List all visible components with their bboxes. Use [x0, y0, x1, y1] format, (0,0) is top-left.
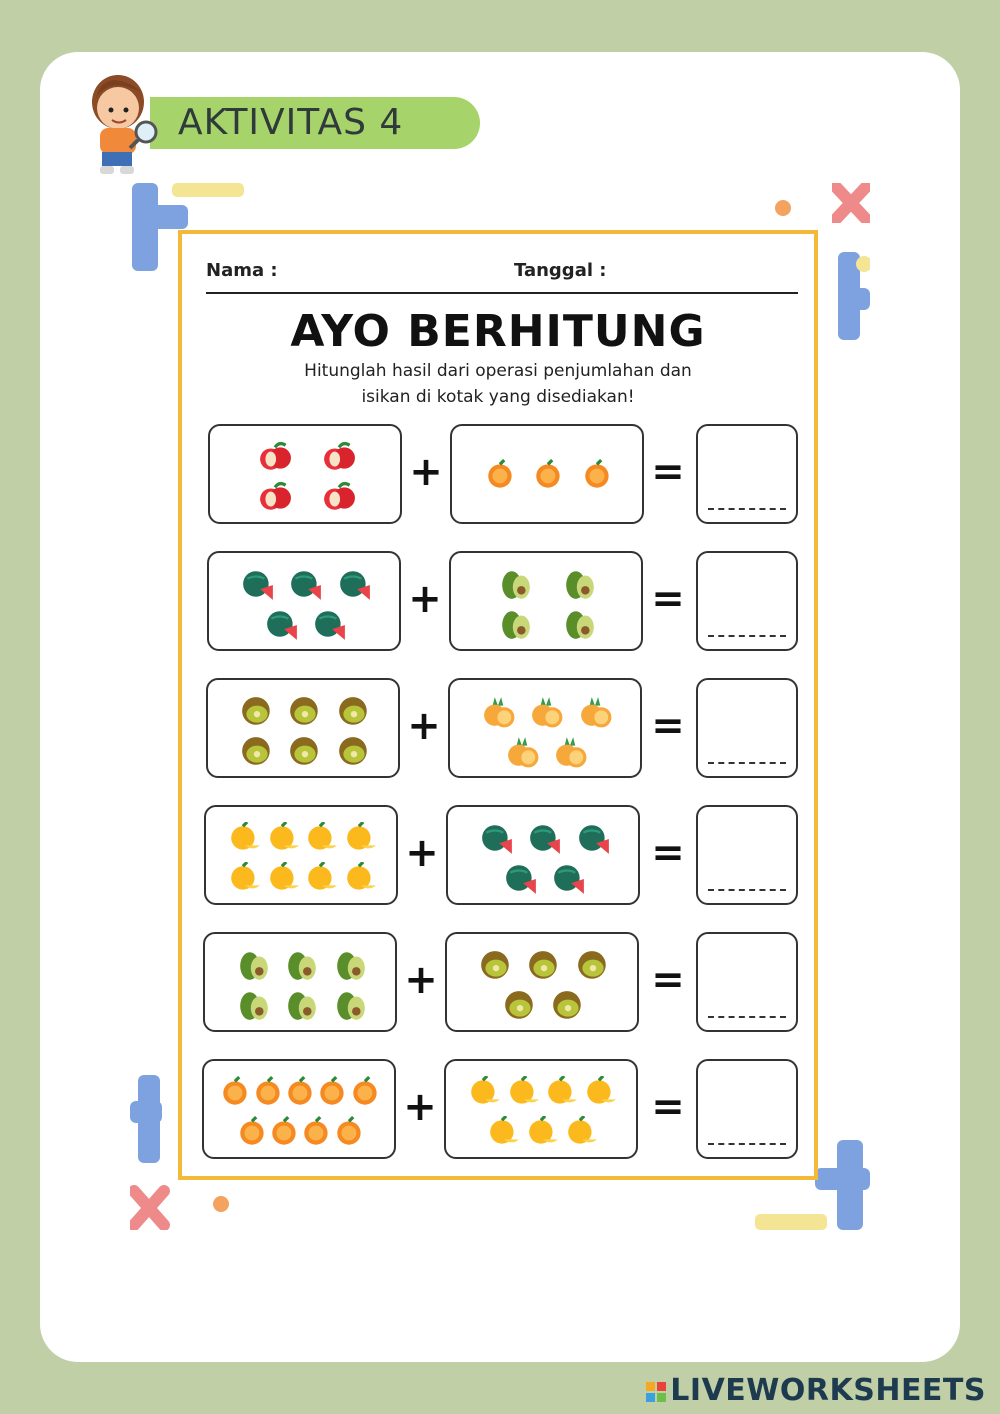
pineapple-icon — [482, 695, 516, 729]
plus-sign: + — [408, 576, 442, 622]
problem-6-left-group — [202, 1059, 396, 1159]
watermelon-icon — [338, 568, 372, 602]
orange-icon — [333, 1116, 367, 1150]
instruction-line-2: isikan di kotak yang disediakan! — [361, 387, 635, 407]
kiwi-icon — [479, 949, 513, 983]
pineapple-icon — [579, 695, 613, 729]
kiwi-icon — [288, 695, 322, 729]
lemon-icon — [487, 1116, 521, 1150]
lemon-icon — [344, 862, 378, 896]
pineapple-icon — [530, 695, 564, 729]
watermelon-icon — [265, 608, 299, 642]
answer-line — [708, 508, 786, 510]
problem-3-right-group — [448, 678, 642, 778]
lemon-icon — [305, 822, 339, 856]
orange-icon — [284, 1076, 318, 1110]
equals-sign: = — [651, 576, 685, 622]
lemon-icon — [584, 1076, 618, 1110]
date-label: Tanggal : — [514, 260, 607, 281]
worksheet — [178, 230, 818, 1180]
lemon-icon — [267, 822, 301, 856]
avocado-icon — [237, 949, 271, 983]
answer-box-2[interactable] — [696, 551, 798, 651]
apple-icon — [258, 481, 292, 515]
problem-4-left-group — [204, 805, 398, 905]
kiwi-icon — [337, 735, 371, 769]
answer-line — [708, 635, 786, 637]
answer-line — [708, 1016, 786, 1018]
plus-sign: + — [409, 449, 443, 495]
lemon-icon — [267, 862, 301, 896]
kiwi-icon — [576, 949, 610, 983]
times-decoration-icon — [832, 183, 870, 223]
kiwi-icon — [288, 735, 322, 769]
orange-icon — [581, 459, 615, 493]
plus-sign: + — [403, 1084, 437, 1130]
lemon-icon — [344, 822, 378, 856]
watermelon-icon — [528, 822, 562, 856]
kiwi-icon — [337, 695, 371, 729]
avocado-icon — [499, 568, 533, 602]
dot-decoration-icon — [210, 1195, 232, 1213]
plus-sign: + — [407, 703, 441, 749]
orange-icon — [532, 459, 566, 493]
answer-line — [708, 889, 786, 891]
orange-icon — [252, 1076, 286, 1110]
apple-icon — [258, 441, 292, 475]
lemon-icon — [228, 862, 262, 896]
activity-title: AKTIVITAS 4 — [178, 102, 404, 143]
worksheet-title: AYO BERHITUNG — [290, 306, 706, 357]
problem-4-right-group — [446, 805, 640, 905]
header-divider — [206, 292, 798, 294]
problem-2-left-group — [207, 551, 401, 651]
avocado-icon — [563, 608, 597, 642]
pineapple-icon — [554, 735, 588, 769]
answer-box-3[interactable] — [696, 678, 798, 778]
orange-icon — [219, 1076, 253, 1110]
problem-5-left-group — [203, 932, 397, 1032]
avocado-icon — [237, 989, 271, 1023]
kiwi-icon — [240, 695, 274, 729]
kiwi-icon — [551, 989, 585, 1023]
problem-3-left-group — [206, 678, 400, 778]
lemon-icon — [468, 1076, 502, 1110]
lemon-icon — [305, 862, 339, 896]
apple-icon — [322, 481, 356, 515]
answer-line — [708, 1143, 786, 1145]
lemon-icon — [507, 1076, 541, 1110]
problem-1-left-group — [208, 424, 402, 524]
answer-box-4[interactable] — [696, 805, 798, 905]
plus-decoration-icon — [838, 252, 870, 342]
lemon-icon — [228, 822, 262, 856]
answer-box-5[interactable] — [696, 932, 798, 1032]
avocado-icon — [563, 568, 597, 602]
kiwi-icon — [240, 735, 274, 769]
instruction-line-1: Hitunglah hasil dari operasi penjumlahan dan — [304, 361, 692, 381]
equals-sign: = — [651, 449, 685, 495]
answer-line — [708, 762, 786, 764]
answer-box-1[interactable] — [696, 424, 798, 524]
lemon-icon — [565, 1116, 599, 1150]
plus-sign: + — [404, 957, 438, 1003]
problem-2-right-group — [449, 551, 643, 651]
orange-icon — [300, 1116, 334, 1150]
avocado-icon — [285, 989, 319, 1023]
plus-sign: + — [405, 830, 439, 876]
watermelon-icon — [480, 822, 514, 856]
equals-sign: = — [651, 830, 685, 876]
watermelon-icon — [552, 862, 586, 896]
answer-box-6[interactable] — [696, 1059, 798, 1159]
equals-sign: = — [651, 703, 685, 749]
minus-decoration-icon — [172, 183, 244, 199]
lemon-icon — [526, 1116, 560, 1150]
kiwi-icon — [503, 989, 537, 1023]
avocado-icon — [334, 949, 368, 983]
dot-decoration-icon — [772, 198, 794, 216]
brand-name: LIVEWORKSHEETS — [670, 1373, 986, 1408]
orange-icon — [236, 1116, 270, 1150]
lemon-icon — [545, 1076, 579, 1110]
problem-5-right-group — [445, 932, 639, 1032]
watermelon-icon — [313, 608, 347, 642]
pineapple-icon — [506, 735, 540, 769]
liveworksheets-mark-icon — [646, 1382, 666, 1402]
avocado-icon — [334, 989, 368, 1023]
watermelon-icon — [577, 822, 611, 856]
plus-decoration-icon — [130, 1075, 162, 1165]
watermelon-icon — [289, 568, 323, 602]
orange-icon — [484, 459, 518, 493]
watermelon-icon — [241, 568, 275, 602]
problem-1-right-group — [450, 424, 644, 524]
name-label: Nama : — [206, 260, 278, 281]
avocado-icon — [285, 949, 319, 983]
orange-icon — [316, 1076, 350, 1110]
kid-with-magnifier-icon — [70, 68, 170, 178]
kiwi-icon — [527, 949, 561, 983]
avocado-icon — [499, 608, 533, 642]
equals-sign: = — [651, 957, 685, 1003]
times-decoration-icon — [130, 1185, 170, 1230]
orange-icon — [268, 1116, 302, 1150]
liveworksheets-logo — [646, 1373, 986, 1408]
apple-icon — [322, 441, 356, 475]
equals-sign: = — [651, 1084, 685, 1130]
orange-icon — [349, 1076, 383, 1110]
watermelon-icon — [504, 862, 538, 896]
problem-6-right-group — [444, 1059, 638, 1159]
